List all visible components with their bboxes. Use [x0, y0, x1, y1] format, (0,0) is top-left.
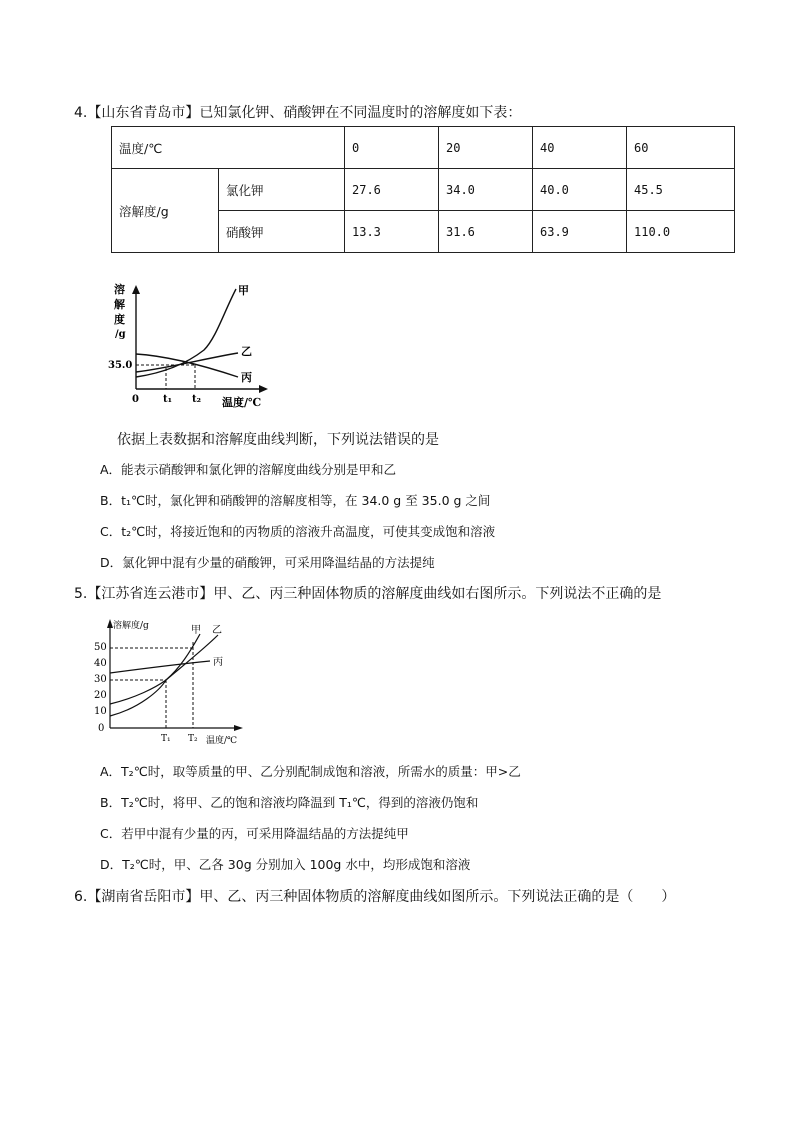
- q5-option-a: A．T₂℃时，取等质量的甲、乙分别配制成饱和溶液，所需水的质量：甲>乙: [100, 764, 521, 779]
- q4-number: 4.: [74, 105, 88, 121]
- q5-stem-text: 甲、乙、丙三种固体物质的溶解度曲线如右图所示。下列说法不正确的是: [213, 586, 662, 602]
- q4-ylabel-3: 度: [114, 313, 125, 326]
- q4-t2: t₂: [192, 394, 201, 405]
- value-cell: 34.0: [439, 169, 533, 211]
- q4-label-yi: 乙: [241, 345, 252, 358]
- q4-t1: t₁: [163, 394, 172, 405]
- solubility-header-cell: 溶解度/g: [112, 169, 219, 253]
- q4-stem-text: 已知氯化钾、硝酸钾在不同温度时的溶解度如下表：: [199, 105, 522, 121]
- value-cell: 63.9: [533, 211, 627, 253]
- temp-header-cell: 温度/℃: [112, 127, 345, 169]
- temp-cell: 20: [439, 127, 533, 169]
- q5-T2: T₂: [188, 734, 198, 744]
- q5-option-b: B．T₂℃时，将甲、乙的饱和溶液均降温到 T₁℃，得到的溶液仍饱和: [100, 795, 479, 810]
- temp-cell: 40: [533, 127, 627, 169]
- q4-stem: [74, 102, 521, 122]
- table-row: [112, 169, 735, 211]
- value-cell: 45.5: [627, 169, 735, 211]
- q5-curve-yi: [110, 635, 218, 716]
- q5-label-bing: 丙: [213, 657, 223, 668]
- solubility-table: [111, 126, 735, 253]
- q4-option-a: A．能表示硝酸钾和氯化钾的溶解度曲线分别是甲和乙: [100, 462, 397, 477]
- q5-label-yi: 乙: [212, 625, 222, 636]
- q5-ytick-0: 0: [98, 723, 105, 734]
- q6-source: 【湖南省岳阳市】: [87, 889, 200, 905]
- value-cell: 27.6: [345, 169, 439, 211]
- q4-y-arrow: [132, 285, 140, 294]
- q5-number: 5.: [74, 586, 88, 602]
- q4-ylabel-1: 溶: [114, 283, 125, 296]
- q4-origin: 0: [132, 394, 139, 405]
- q5-solubility-graph: [90, 616, 250, 748]
- q5-source: 【江苏省连云港市】: [87, 586, 214, 602]
- q5-ylabel: 溶解度/g: [113, 621, 149, 631]
- q5-ytick-20: 20: [94, 690, 107, 701]
- q5-x-arrow: [234, 725, 243, 731]
- q5-ytick-10: 10: [94, 706, 107, 717]
- q5-ytick-50: 50: [94, 642, 107, 653]
- q5-stem: [74, 583, 661, 603]
- q4-label-jia: 甲: [238, 284, 249, 297]
- q4-xlabel: 温度/℃: [222, 396, 262, 409]
- q4-source: 【山东省青岛市】: [87, 105, 200, 121]
- q5-curve-bing: [110, 661, 210, 673]
- q5-label-jia: 甲: [191, 625, 201, 636]
- q4-option-c: C．t₂℃时，将接近饱和的丙物质的溶液升高温度，可使其变成饱和溶液: [100, 524, 496, 539]
- q4-solubility-graph: [108, 280, 288, 410]
- table-row: [112, 127, 735, 169]
- q6-number: 6.: [74, 889, 88, 905]
- value-cell: 13.3: [345, 211, 439, 253]
- q5-option-c: C．若甲中混有少量的丙，可采用降温结晶的方法提纯甲: [100, 826, 409, 841]
- q5-curve-jia: [110, 634, 200, 704]
- temp-cell: 0: [345, 127, 439, 169]
- substance-cell: 硝酸钾: [219, 211, 345, 253]
- q4-x-arrow: [259, 385, 268, 393]
- q5-ytick-40: 40: [94, 658, 107, 669]
- value-cell: 31.6: [439, 211, 533, 253]
- q4-label-bing: 丙: [241, 371, 252, 384]
- q5-xlabel: 温度/℃: [206, 736, 238, 746]
- q4-option-b: B．t₁℃时，氯化钾和硝酸钾的溶解度相等，在 34.0 g 至 35.0 g 之间: [100, 493, 491, 508]
- q5-ytick-30: 30: [94, 674, 107, 685]
- q4-ylabel-2: 解: [114, 298, 125, 311]
- substance-cell: 氯化钾: [219, 169, 345, 211]
- q4-ytick: 35.0: [108, 360, 133, 371]
- q5-option-d: D．T₂℃时，甲、乙各 30g 分别加入 100g 水中，均形成饱和溶液: [100, 857, 471, 872]
- value-cell: 40.0: [533, 169, 627, 211]
- q6-stem-text: 甲、乙、丙三种固体物质的溶解度曲线如图所示。下列说法正确的是（ ）: [199, 889, 676, 905]
- q4-option-d: D．氯化钾中混有少量的硝酸钾，可采用降温结晶的方法提纯: [100, 555, 435, 570]
- value-cell: 110.0: [627, 211, 735, 253]
- q6-stem: [74, 886, 675, 906]
- q4-prompt: 依据上表数据和溶解度曲线判断，下列说法错误的是: [117, 432, 439, 448]
- temp-cell: 60: [627, 127, 735, 169]
- q4-ylabel-4: /g: [115, 329, 126, 340]
- q5-T1: T₁: [161, 734, 171, 744]
